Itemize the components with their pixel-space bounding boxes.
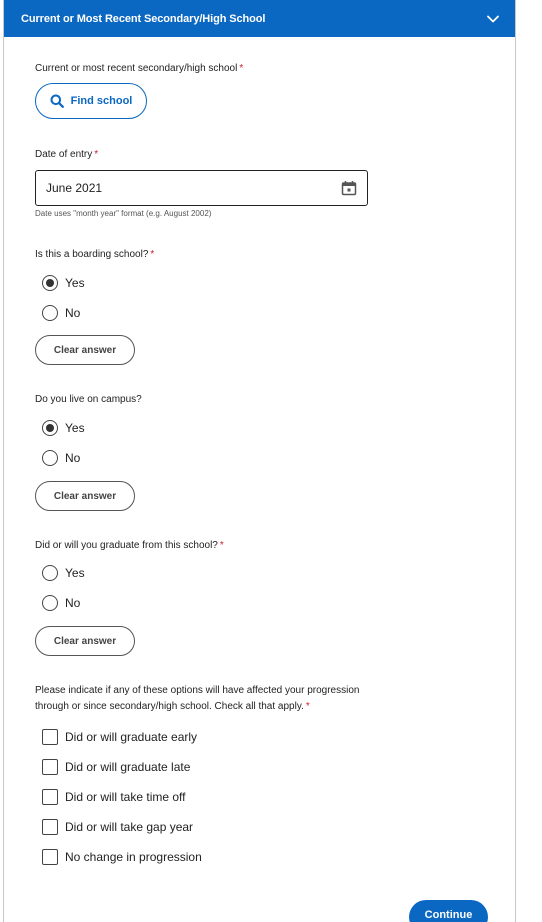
find-school-button[interactable] [35,83,147,119]
boarding-yes-option[interactable] [42,273,85,293]
chevron-down-icon[interactable] [485,11,501,27]
boarding-clear-answer-button[interactable]: Clear answer [35,335,135,365]
required-mark: * [305,701,310,712]
option-label: No [65,451,81,465]
graduate-question-label: Did or will you graduate from this school? * [35,540,224,551]
radio-button[interactable] [42,450,58,466]
calendar-icon[interactable] [341,180,357,196]
campus-no-option[interactable] [42,448,80,468]
required-mark: * [150,249,155,260]
progression-option-graduate-early[interactable] [42,727,197,747]
school-label: Current or most recent secondary/high school * [35,63,244,74]
school-panel [3,0,516,922]
option-label: No [65,306,81,320]
search-icon [50,94,64,108]
panel-title: Current or Most Recent Secondary/High School [21,12,266,25]
graduate-clear-answer-button[interactable]: Clear answer [35,626,135,656]
progression-option-time-off[interactable] [42,787,186,807]
panel-header[interactable] [4,0,515,37]
progression-option-gap-year[interactable] [42,817,193,837]
radio-button[interactable] [42,275,58,291]
radio-button[interactable] [42,565,58,581]
checkbox[interactable] [42,729,58,745]
option-label: Did or will take time off [65,790,186,804]
campus-clear-answer-button[interactable]: Clear answer [35,481,135,511]
find-school-label: Find school [70,95,133,107]
graduate-yes-option[interactable] [42,563,85,583]
option-label: Yes [65,566,85,580]
option-label: Did or will take gap year [65,820,194,834]
date-of-entry-label: Date of entry * [35,149,99,160]
option-label: Yes [65,421,85,435]
checkbox[interactable] [42,849,58,865]
required-mark: * [94,149,99,160]
date-of-entry-field[interactable] [35,170,368,206]
option-label: No [65,596,81,610]
boarding-question-label: Is this a boarding school? * [35,249,155,260]
radio-button[interactable] [42,305,58,321]
date-format-hint: Date uses "month year" format (e.g. August 2002) [35,209,212,218]
checkbox[interactable] [42,819,58,835]
progression-option-no-change[interactable] [42,847,202,867]
radio-button[interactable] [42,595,58,611]
option-label: Did or will graduate late [65,760,191,774]
progression-question-label: Please indicate if any of these options will have affected your progression through or since secondary/high school. Check all that apply. * [35,685,360,712]
continue-button[interactable]: Continue [409,900,488,922]
progression-option-graduate-late[interactable] [42,757,190,777]
campus-yes-option[interactable] [42,418,85,438]
date-of-entry-value: June 2021 [46,181,103,195]
option-label: No change in progression [65,850,202,864]
boarding-no-option[interactable] [42,303,80,323]
option-label: Yes [65,276,85,290]
checkbox[interactable] [42,789,58,805]
campus-question-label: Do you live on campus? [35,394,142,405]
radio-button[interactable] [42,420,58,436]
required-mark: * [219,540,224,551]
graduate-no-option[interactable] [42,593,80,613]
required-mark: * [239,63,244,74]
checkbox[interactable] [42,759,58,775]
option-label: Did or will graduate early [65,730,198,744]
